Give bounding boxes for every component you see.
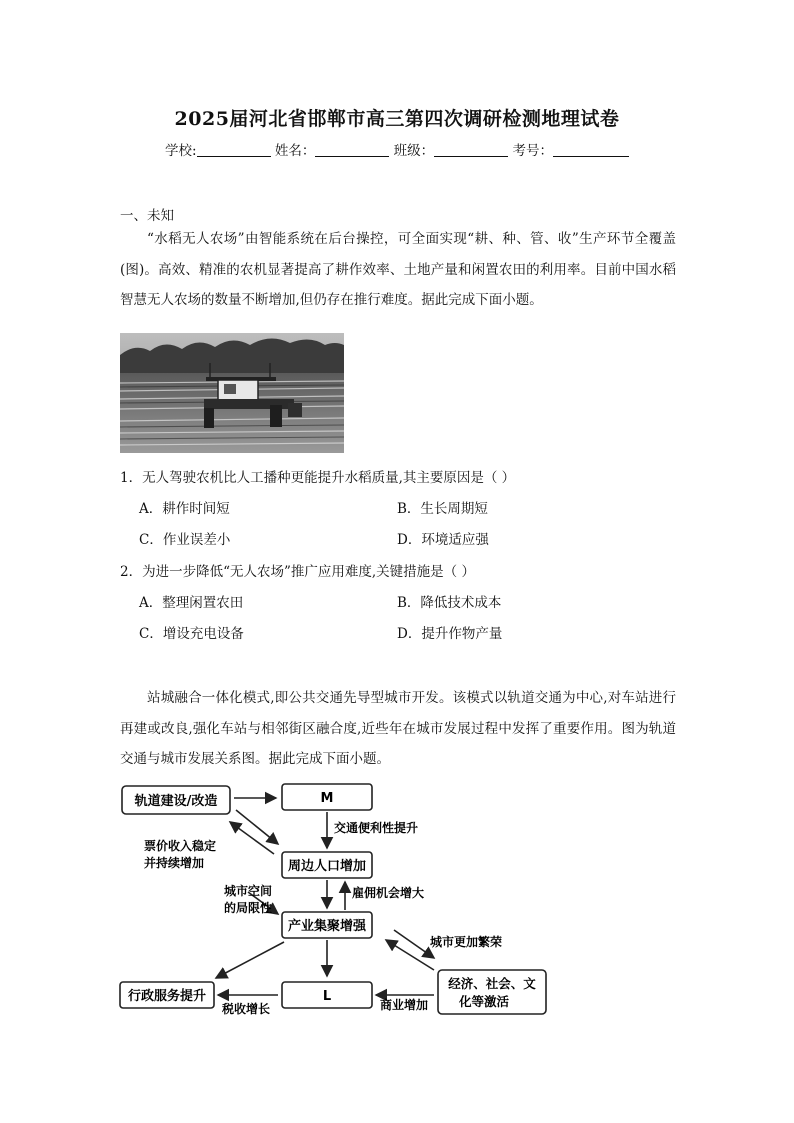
student-info-line xyxy=(0,139,794,159)
label-commerce: 商业增加 xyxy=(380,998,429,1012)
question-1-stem: 1．无人驾驶农机比人工播种更能提升水稻质量,其主要原因是（ ） xyxy=(120,470,516,486)
label-tax: 税收增长 xyxy=(222,1002,271,1016)
passage-1: “水稻无人农场”由智能系统在后台操控，可全面实现“耕、种、管、收”生产环节全覆盖(图)。高效、精准的农机显著提高了耕作效率、土地产量和闲置农田的利用率。目前中国水稻智慧无人农场的数量不断增加,但仍存在推行难度。据此完成下面小题。 xyxy=(120,231,676,308)
q1-option-b[interactable]: B．生长周期短 xyxy=(397,501,488,517)
q2-option-d[interactable]: D．提升作物产量 xyxy=(397,626,503,642)
label-space-2: 的局限性 xyxy=(224,901,273,915)
class-label: 班级： xyxy=(393,143,435,159)
label-ticket-1: 票价收入稳定 xyxy=(144,839,217,853)
label-ticket-2: 并持续增加 xyxy=(144,856,205,870)
q1-option-a[interactable]: A．耕作时间短 xyxy=(139,501,230,517)
box-econ-text-1: 经济、社会、文 xyxy=(448,976,536,991)
box-admin-text: 行政服务提升 xyxy=(127,989,207,1004)
label-prosperity: 城市更加繁荣 xyxy=(430,935,503,949)
label-traffic: 交通便利性提升 xyxy=(334,821,419,835)
question-2-stem: 2．为进一步降低“无人农场”推广应用难度,关键措施是（ ） xyxy=(120,564,475,580)
class-blank[interactable] xyxy=(434,142,508,157)
exam-title: 2025届河北省邯郸市高三第四次调研检测地理试卷 xyxy=(174,108,620,130)
q1-option-d[interactable]: D．环境适应强 xyxy=(397,532,489,548)
label-jobs: 雇佣机会增大 xyxy=(352,886,425,900)
q2-option-c[interactable]: C．增设充电设备 xyxy=(139,626,244,642)
q2-option-a[interactable]: A．整理闲置农田 xyxy=(139,595,244,611)
label-space-1: 城市空间 xyxy=(224,884,273,898)
box-industry-text: 产业集聚增强 xyxy=(287,919,367,934)
box-l-text: L xyxy=(322,989,332,1004)
school-blank[interactable] xyxy=(197,142,271,157)
section-heading: 一、未知 xyxy=(120,208,174,224)
passage-2: 站城融合一体化模式,即公共交通先导型城市开发。该模式以轨道交通为中心,对车站进行再建或改良,强化车站与相邻街区融合度,近些年在城市发展过程中发挥了重要作用。图为轨道交通与城市发展关系图。据此完成下面小题。 xyxy=(120,690,676,767)
unmanned-farm-photo xyxy=(120,333,344,453)
box-econ-text-2: 化等激活 xyxy=(458,994,510,1009)
name-blank[interactable] xyxy=(315,142,389,157)
school-label: 学校: xyxy=(165,143,197,159)
box-rail-text: 轨道建设/改造 xyxy=(134,794,218,809)
exam-number-blank[interactable] xyxy=(553,142,629,157)
box-m-text: M xyxy=(320,791,334,806)
q1-option-c[interactable]: C．作业误差小 xyxy=(139,532,231,548)
name-label: 姓名： xyxy=(274,143,316,159)
box-population-text: 周边人口增加 xyxy=(287,859,367,874)
exam-number-label: 考号： xyxy=(512,143,553,159)
rail-city-relationship-diagram xyxy=(118,780,548,1020)
q2-option-b[interactable]: B．降低技术成本 xyxy=(397,595,502,611)
